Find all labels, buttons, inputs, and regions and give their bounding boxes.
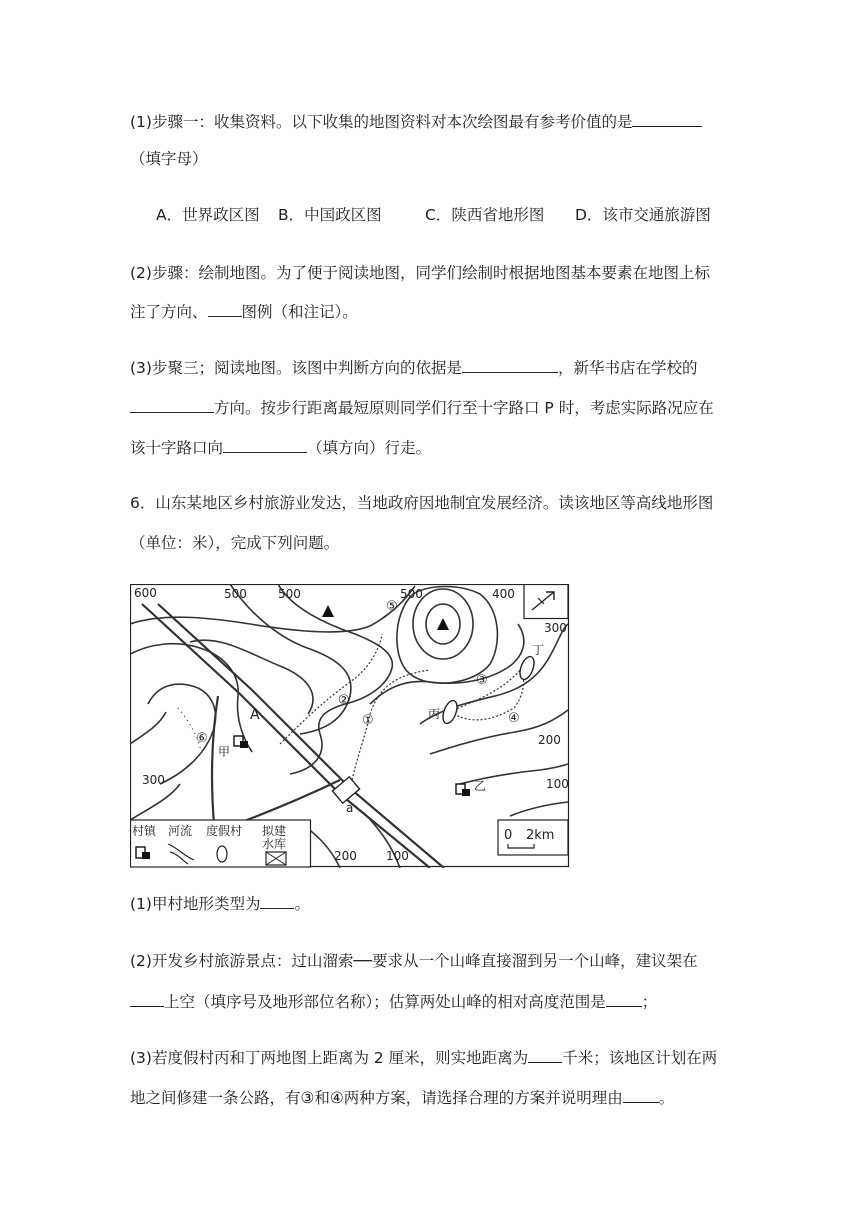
q3-text-4: 该十字路口向 [130, 439, 224, 457]
label-a-lower: a [346, 801, 354, 815]
marker-4: ④ [508, 711, 520, 726]
label-300-east: 300 [544, 621, 567, 635]
label-500-c: 500 [400, 587, 423, 601]
label-yi: 乙 [474, 779, 487, 793]
label-400: 400 [492, 587, 515, 601]
legend-river-label: 河流 [168, 824, 193, 838]
legend-reservoir-label-1: 拟建 [262, 824, 287, 838]
q2-line1: (2)步骤：绘制地图。为了便于阅读地图，同学们绘制时根据地图基本要素在地图上标 [130, 264, 710, 282]
q2-text-post: 图例（和注记）。 [241, 303, 358, 321]
scale-bar [498, 820, 568, 855]
q3-text-1: (3)步聚三；阅读地图。该图中判断方向的依据是 [130, 359, 462, 377]
q3-line1 [130, 356, 697, 379]
sub1-line [130, 892, 310, 915]
q1-line1 [130, 110, 702, 133]
answer-blank[interactable] [623, 1086, 659, 1103]
legend-reservoir-label-2: 水库 [262, 837, 287, 851]
scale-distance-label: 2km [526, 828, 555, 843]
label-200-south: 200 [334, 849, 357, 863]
label-bing: 丙 [428, 707, 441, 721]
marker-5: ⑤ [386, 599, 398, 614]
marker-6: ⑥ [196, 731, 208, 746]
answer-blank[interactable] [130, 990, 164, 1007]
legend-town-label: 村镇 [132, 824, 157, 838]
sub2-line1: (2)开发乡村旅游景点：过山溜索──要求从一个山峰直接溜到另一个山峰，建议架在 [130, 952, 698, 970]
answer-blank[interactable] [130, 396, 214, 413]
answer-blank[interactable] [632, 110, 702, 127]
label-200-east: 200 [538, 733, 561, 747]
label-300-west: 300 [142, 773, 165, 787]
option-d: D．该市交通旅游图 [575, 206, 711, 224]
legend [131, 820, 311, 867]
option-c: C．陕西省地形图 [425, 206, 545, 224]
north-arrow-box [524, 585, 568, 619]
sub3-text-2: 千米；该地区计划在两 [562, 1049, 718, 1067]
marker-2: ② [338, 693, 350, 708]
label-600: 600 [134, 586, 157, 600]
answer-blank[interactable] [528, 1046, 562, 1063]
answer-blank[interactable] [223, 436, 307, 453]
label-500-a: 500 [224, 587, 247, 601]
marker-3: ③ [476, 673, 488, 688]
sub3-text-4: 。 [658, 1089, 675, 1107]
sub2-line2 [130, 990, 657, 1013]
answer-blank[interactable] [462, 356, 558, 373]
sub1-text: (1)甲村地形类型为 [130, 895, 261, 913]
sub3-line2 [130, 1086, 674, 1109]
label-jia: 甲 [218, 745, 231, 759]
sub3-line1 [130, 1046, 717, 1069]
legend-resort-label: 度假村 [206, 824, 243, 838]
scale-zero-label: 0 [504, 828, 513, 843]
q3-text-3: 方向。按步行距离最短原则同学们行至十字路口 P 时，考虑实际路况应在 [214, 399, 714, 417]
q1-line2: （填字母） [130, 150, 208, 168]
q3-line2 [130, 396, 714, 419]
answer-blank[interactable] [208, 300, 242, 317]
sub3-text-1: (3)若度假村丙和丁两地图上距离为 2 厘米，则实地距离为 [130, 1049, 529, 1067]
option-b: B．中国政区图 [278, 206, 382, 224]
q2-line2 [130, 300, 358, 323]
q3-text-2: ，新华书店在学校的 [557, 359, 698, 377]
marker-1: ① [362, 713, 374, 728]
q6-line1: 6．山东某地区乡村旅游业发达，当地政府因地制宜发展经济。读该地区等高线地形图 [130, 494, 714, 512]
sub3-text-3: 地之间修建一条公路，有③和④两种方案，请选择合理的方案并说明理由 [130, 1089, 623, 1107]
sub2-text-end: ； [641, 993, 658, 1011]
q1-options [156, 204, 711, 226]
label-ding: 丁 [532, 643, 545, 657]
label-a-upper: A [250, 707, 260, 723]
legend-resort-icon [217, 846, 227, 862]
option-a: A．世界政区图 [156, 206, 260, 224]
q1-text: (1)步骤一：收集资料。以下收集的地图资料对本次绘图最有参考价值的是 [130, 113, 633, 131]
label-500-b: 500 [278, 587, 301, 601]
q2-text-pre: 注了方向、 [130, 303, 208, 321]
label-100-south: 100 [386, 849, 409, 863]
label-100-east: 100 [546, 777, 569, 791]
answer-blank[interactable] [606, 990, 642, 1007]
legend-reservoir-icon [266, 852, 286, 865]
q3-line3 [130, 436, 431, 459]
sub1-text-end: 。 [294, 895, 310, 913]
q3-text-5: （填方向）行走。 [307, 439, 432, 457]
answer-blank[interactable] [260, 892, 294, 909]
sub2-text-mid: 上空（填序号及地形部位名称）；估算两处山峰的相对高度范围是 [164, 993, 606, 1011]
q6-line2: （单位：米），完成下列问题。 [130, 534, 340, 552]
contour-map [130, 584, 570, 868]
